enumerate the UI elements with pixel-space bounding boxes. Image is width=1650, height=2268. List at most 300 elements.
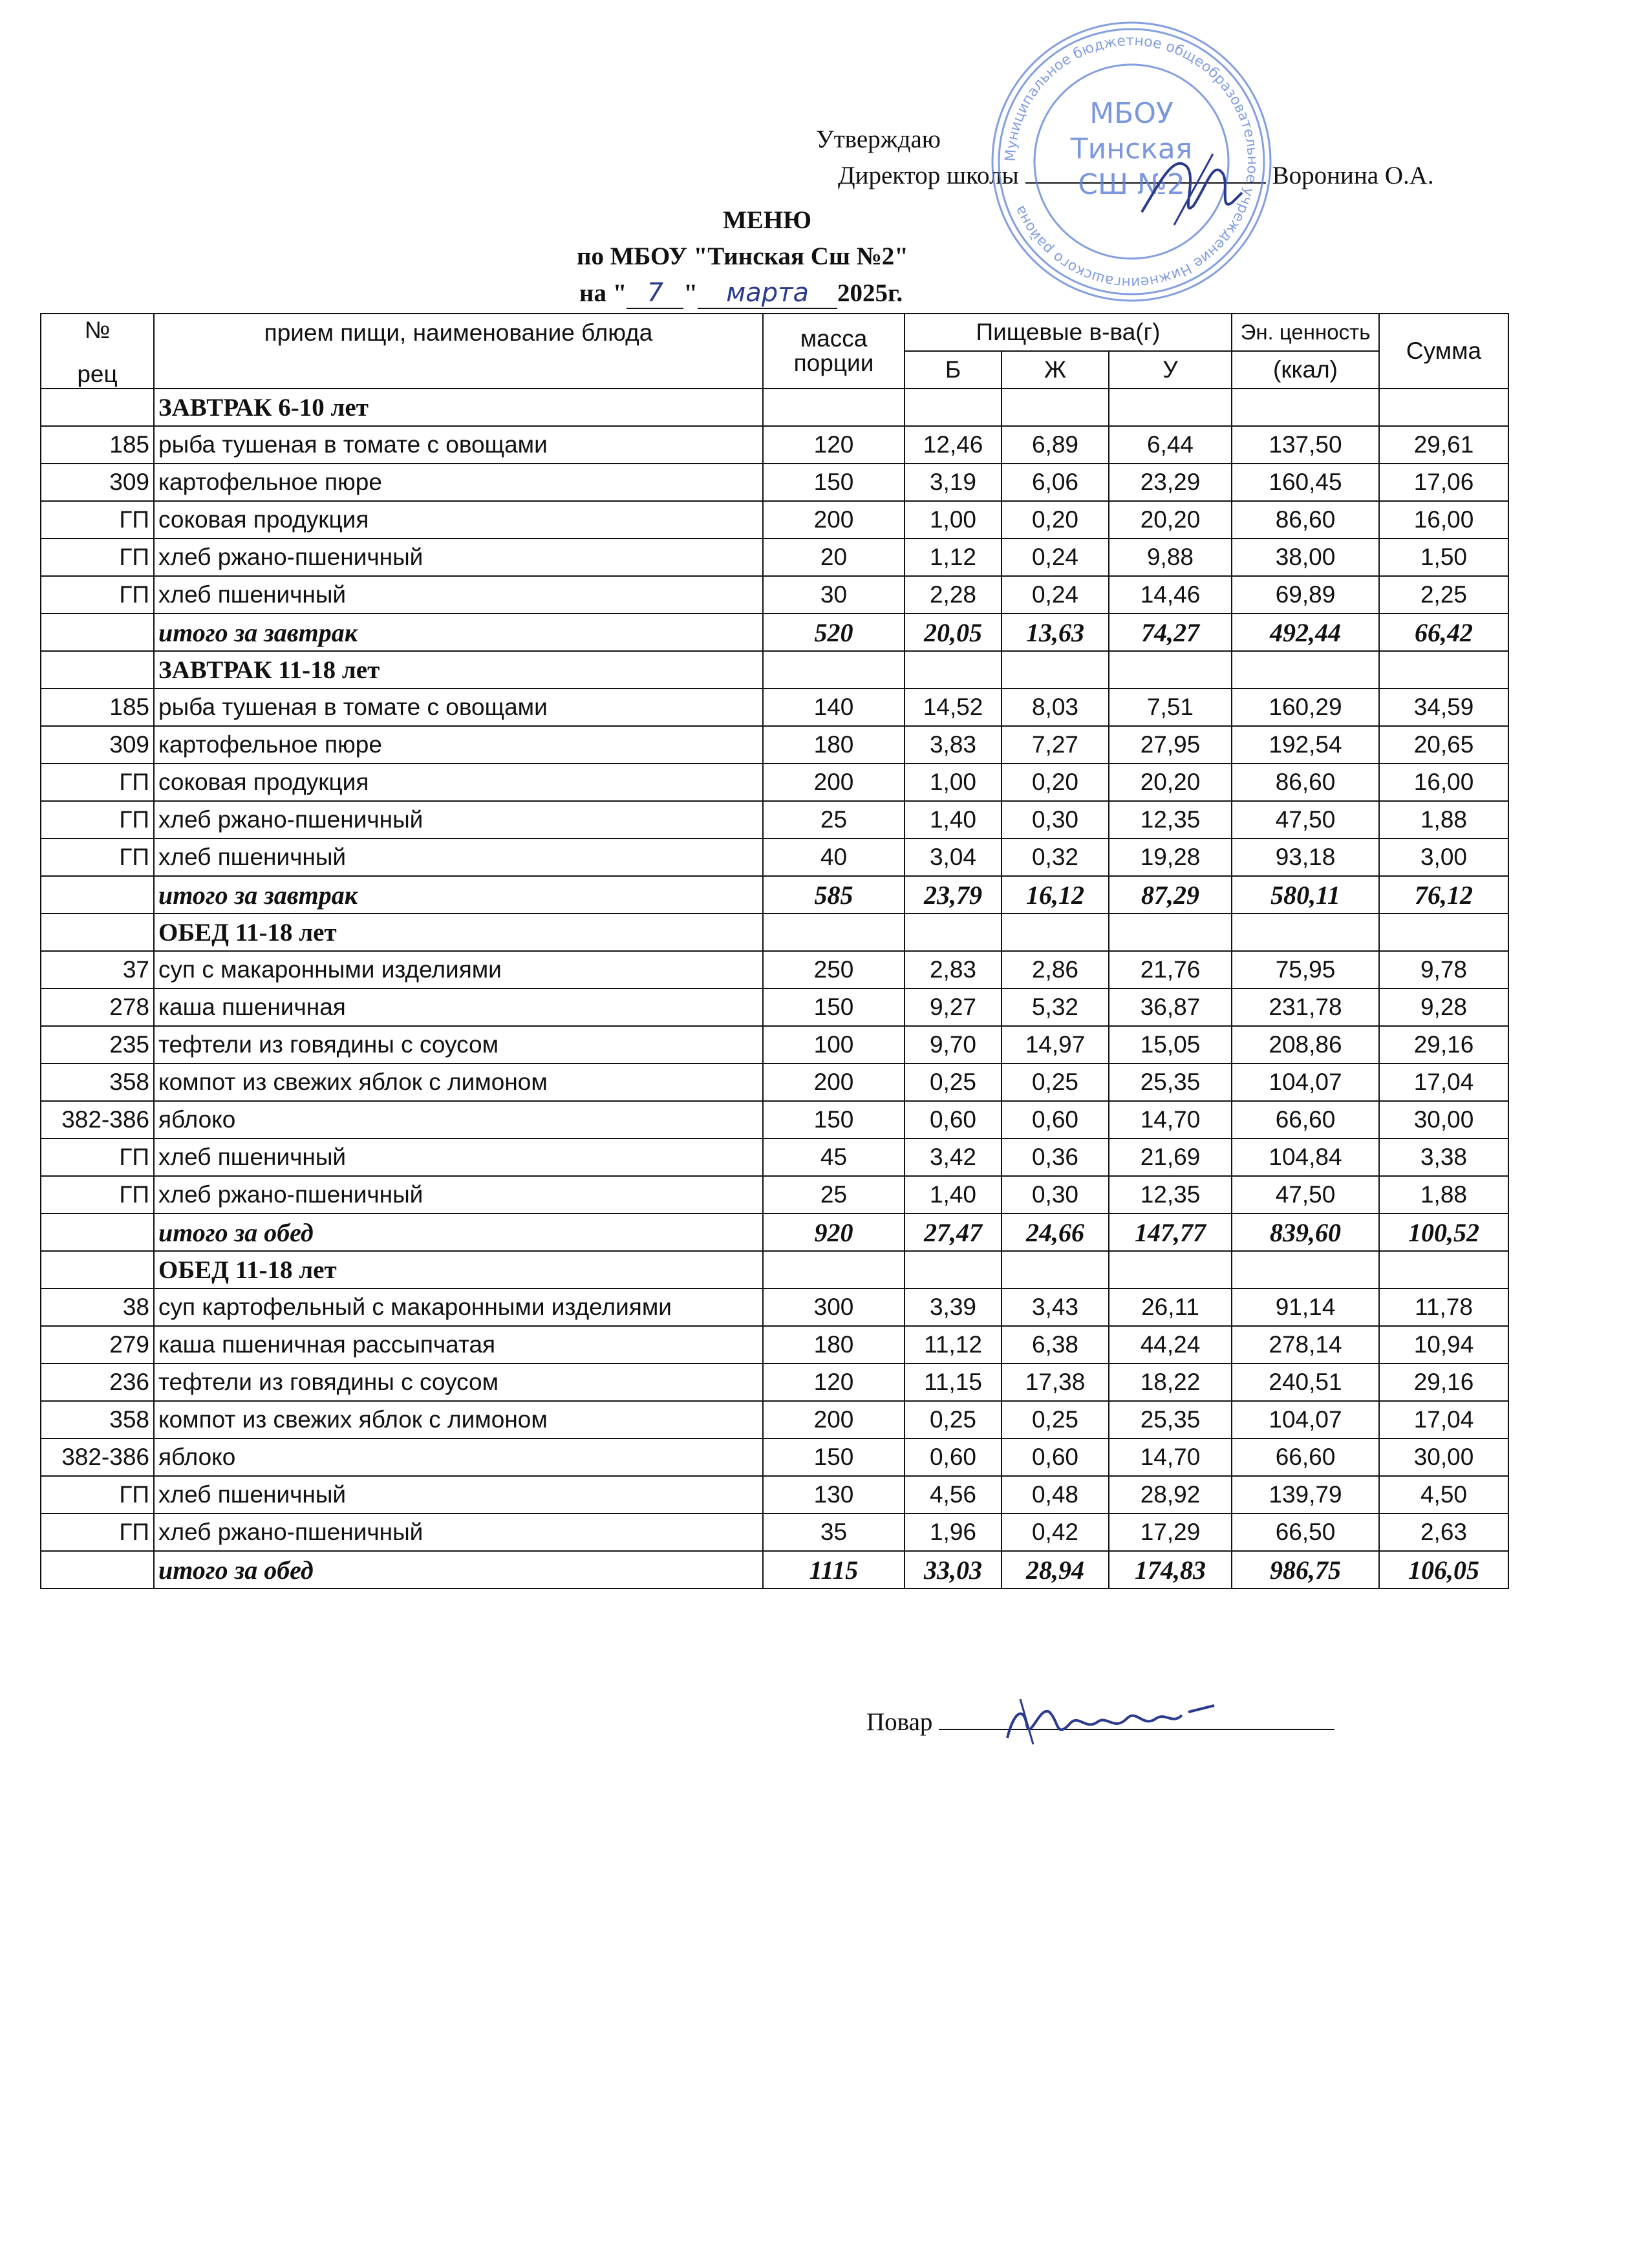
table-row <box>41 1176 1508 1214</box>
date-mid: " <box>683 279 698 307</box>
section-blank-cell <box>763 1251 905 1289</box>
section-blank-cell <box>1379 389 1508 426</box>
dish-name: суп картофельный с макаронными изделиями <box>154 1289 763 1326</box>
protein: 3,04 <box>905 839 1002 876</box>
carbs: 19,28 <box>1109 839 1232 876</box>
total-rec-number <box>41 1551 154 1589</box>
total-row <box>41 1214 1508 1251</box>
price-sum: 29,16 <box>1379 1026 1508 1064</box>
energy-kcal: 104,07 <box>1232 1064 1379 1101</box>
dish-name: хлеб ржано-пшеничный <box>154 1176 763 1214</box>
rec-number: ГП <box>41 1476 154 1514</box>
energy-kcal: 47,50 <box>1232 801 1379 839</box>
dish-name: хлеб ржано-пшеничный <box>154 1514 763 1551</box>
carbs: 12,35 <box>1109 801 1232 839</box>
header-nutrients: Пищевые в-ва(г) <box>905 314 1232 351</box>
energy-kcal: 160,45 <box>1232 464 1379 501</box>
header-sum: Сумма <box>1379 314 1508 389</box>
dish-name: рыба тушеная в томате с овощами <box>154 689 763 726</box>
dish-name: хлеб ржано-пшеничный <box>154 539 763 576</box>
energy-kcal: 231,78 <box>1232 989 1379 1026</box>
total-energy-kcal: 839,60 <box>1232 1214 1379 1251</box>
portion-mass: 30 <box>763 576 905 614</box>
rec-number: ГП <box>41 539 154 576</box>
carbs: 44,24 <box>1109 1326 1232 1364</box>
header-rec <box>41 314 154 389</box>
protein: 0,25 <box>905 1401 1002 1439</box>
header-fat: Ж <box>1002 351 1109 389</box>
fat: 0,36 <box>1002 1139 1109 1176</box>
section-blank-cell <box>41 651 154 689</box>
section-blank-cell <box>41 389 154 426</box>
header-dish-name: прием пищи, наименование блюда <box>154 314 763 389</box>
protein: 9,27 <box>905 989 1002 1026</box>
date-prefix: на " <box>579 279 627 307</box>
director-label: Директор школы <box>838 162 1019 189</box>
energy-kcal: 93,18 <box>1232 839 1379 876</box>
rec-number: ГП <box>41 501 154 539</box>
table-row <box>41 839 1508 876</box>
price-sum: 1,50 <box>1379 539 1508 576</box>
rec-number: 185 <box>41 426 154 464</box>
fat: 0,60 <box>1002 1101 1109 1139</box>
header-energy-label: Эн. ценность <box>1240 320 1371 344</box>
dish-name: картофельное пюре <box>154 464 763 501</box>
table-row <box>41 1289 1508 1326</box>
energy-kcal: 38,00 <box>1232 539 1379 576</box>
energy-kcal: 208,86 <box>1232 1026 1379 1064</box>
rec-number: 358 <box>41 1401 154 1439</box>
protein: 11,12 <box>905 1326 1002 1364</box>
header-rec-label: № <box>84 317 111 343</box>
total-price-sum: 106,05 <box>1379 1551 1508 1589</box>
rec-number: 382-386 <box>41 1101 154 1139</box>
price-sum: 1,88 <box>1379 1176 1508 1214</box>
section-blank-cell <box>763 651 905 689</box>
fat: 6,89 <box>1002 426 1109 464</box>
dish-name: хлеб пшеничный <box>154 839 763 876</box>
fat: 2,86 <box>1002 951 1109 989</box>
header-mass-label: масса порции <box>793 325 874 376</box>
table-row <box>41 764 1508 801</box>
table-row <box>41 1476 1508 1514</box>
total-fat: 24,66 <box>1002 1214 1109 1251</box>
section-blank-cell <box>1232 914 1379 951</box>
portion-mass: 35 <box>763 1514 905 1551</box>
energy-kcal: 66,60 <box>1232 1439 1379 1476</box>
section-blank-cell <box>1109 651 1232 689</box>
carbs: 14,70 <box>1109 1439 1232 1476</box>
date-month: марта <box>698 278 837 309</box>
carbs: 17,29 <box>1109 1514 1232 1551</box>
carbs: 23,29 <box>1109 464 1232 501</box>
price-sum: 2,25 <box>1379 576 1508 614</box>
rec-number: ГП <box>41 764 154 801</box>
menu-subtitle: по МБОУ "Тинская Сш №2" <box>577 242 908 270</box>
fat: 14,97 <box>1002 1026 1109 1064</box>
section-blank-cell <box>1109 1251 1232 1289</box>
portion-mass: 180 <box>763 1326 905 1364</box>
total-carbs: 74,27 <box>1109 614 1232 651</box>
section-row <box>41 1251 1508 1289</box>
total-rec-number <box>41 1214 154 1251</box>
total-protein: 33,03 <box>905 1551 1002 1589</box>
section-blank-cell <box>1232 389 1379 426</box>
section-blank-cell <box>1002 1251 1109 1289</box>
table-row <box>41 951 1508 989</box>
carbs: 21,76 <box>1109 951 1232 989</box>
section-blank-cell <box>1109 914 1232 951</box>
energy-kcal: 139,79 <box>1232 1476 1379 1514</box>
table-row <box>41 689 1508 726</box>
dish-name: каша пшеничная <box>154 989 763 1026</box>
total-price-sum: 100,52 <box>1379 1214 1508 1251</box>
total-dish-name: итого за обед <box>154 1551 763 1589</box>
section-title: ЗАВТРАК 11-18 лет <box>154 651 763 689</box>
rec-number: ГП <box>41 576 154 614</box>
energy-kcal: 104,84 <box>1232 1139 1379 1176</box>
fat: 17,38 <box>1002 1364 1109 1401</box>
table-row <box>41 1401 1508 1439</box>
section-blank-cell <box>763 389 905 426</box>
header-mass <box>763 314 905 389</box>
date-year: 2025г. <box>837 279 903 307</box>
carbs: 15,05 <box>1109 1026 1232 1064</box>
total-dish-name: итого за завтрак <box>154 876 763 914</box>
total-row <box>41 614 1508 651</box>
section-blank-cell <box>1379 1251 1508 1289</box>
carbs: 14,70 <box>1109 1101 1232 1139</box>
section-blank-cell <box>905 914 1002 951</box>
carbs: 7,51 <box>1109 689 1232 726</box>
section-blank-cell <box>905 651 1002 689</box>
price-sum: 29,16 <box>1379 1364 1508 1401</box>
table-row <box>41 1064 1508 1101</box>
total-fat: 16,12 <box>1002 876 1109 914</box>
total-dish-name: итого за завтрак <box>154 614 763 651</box>
rec-number: ГП <box>41 1176 154 1214</box>
total-protein: 20,05 <box>905 614 1002 651</box>
director-signature-icon <box>1135 141 1245 231</box>
price-sum: 16,00 <box>1379 764 1508 801</box>
section-blank-cell <box>1002 389 1109 426</box>
energy-kcal: 91,14 <box>1232 1289 1379 1326</box>
date-day: 7 <box>627 278 683 309</box>
dish-name: тефтели из говядины с соусом <box>154 1026 763 1064</box>
total-portion-mass: 920 <box>763 1214 905 1251</box>
price-sum: 17,04 <box>1379 1401 1508 1439</box>
protein: 0,25 <box>905 1064 1002 1101</box>
fat: 0,24 <box>1002 539 1109 576</box>
price-sum: 17,04 <box>1379 1064 1508 1101</box>
section-row <box>41 914 1508 951</box>
energy-kcal: 278,14 <box>1232 1326 1379 1364</box>
portion-mass: 200 <box>763 1401 905 1439</box>
portion-mass: 40 <box>763 839 905 876</box>
carbs: 25,35 <box>1109 1401 1232 1439</box>
table-row <box>41 1326 1508 1364</box>
portion-mass: 150 <box>763 1101 905 1139</box>
portion-mass: 45 <box>763 1139 905 1176</box>
price-sum: 10,94 <box>1379 1326 1508 1364</box>
energy-kcal: 86,60 <box>1232 764 1379 801</box>
fat: 0,30 <box>1002 1176 1109 1214</box>
table-row <box>41 464 1508 501</box>
dish-name: картофельное пюре <box>154 726 763 764</box>
protein: 2,28 <box>905 576 1002 614</box>
total-energy-kcal: 492,44 <box>1232 614 1379 651</box>
header-protein: Б <box>905 351 1002 389</box>
portion-mass: 250 <box>763 951 905 989</box>
approve-label: Утверждаю <box>816 125 941 153</box>
table-row <box>41 501 1508 539</box>
total-portion-mass: 1115 <box>763 1551 905 1589</box>
total-protein: 27,47 <box>905 1214 1002 1251</box>
protein: 11,15 <box>905 1364 1002 1401</box>
carbs: 14,46 <box>1109 576 1232 614</box>
portion-mass: 120 <box>763 1364 905 1401</box>
rec-number: ГП <box>41 801 154 839</box>
carbs: 20,20 <box>1109 501 1232 539</box>
protein: 0,60 <box>905 1101 1002 1139</box>
fat: 0,25 <box>1002 1401 1109 1439</box>
price-sum: 9,28 <box>1379 989 1508 1026</box>
protein: 1,00 <box>905 764 1002 801</box>
rec-number: ГП <box>41 1139 154 1176</box>
section-title: ОБЕД 11-18 лет <box>154 1251 763 1289</box>
fat: 0,25 <box>1002 1064 1109 1101</box>
energy-kcal: 86,60 <box>1232 501 1379 539</box>
fat: 3,43 <box>1002 1289 1109 1326</box>
section-title: ЗАВТРАК 6-10 лет <box>154 389 763 426</box>
rec-number: ГП <box>41 839 154 876</box>
total-carbs: 147,77 <box>1109 1214 1232 1251</box>
fat: 0,32 <box>1002 839 1109 876</box>
fat: 0,20 <box>1002 501 1109 539</box>
portion-mass: 150 <box>763 1439 905 1476</box>
fat: 6,38 <box>1002 1326 1109 1364</box>
section-blank-cell <box>1379 914 1508 951</box>
section-blank-cell <box>905 1251 1002 1289</box>
price-sum: 1,88 <box>1379 801 1508 839</box>
section-blank-cell <box>1232 651 1379 689</box>
portion-mass: 200 <box>763 1064 905 1101</box>
portion-mass: 120 <box>763 426 905 464</box>
header-carbs: У <box>1109 351 1232 389</box>
energy-kcal: 160,29 <box>1232 689 1379 726</box>
portion-mass: 300 <box>763 1289 905 1326</box>
price-sum: 16,00 <box>1379 501 1508 539</box>
stamp-line: Тинская <box>1070 133 1193 166</box>
fat: 0,30 <box>1002 801 1109 839</box>
header-rec2-label: рец <box>77 361 118 387</box>
protein: 3,19 <box>905 464 1002 501</box>
carbs: 26,11 <box>1109 1289 1232 1326</box>
portion-mass: 25 <box>763 1176 905 1214</box>
menu-table <box>40 313 1509 1589</box>
protein: 2,83 <box>905 951 1002 989</box>
section-blank-cell <box>1002 651 1109 689</box>
energy-kcal: 66,50 <box>1232 1514 1379 1551</box>
portion-mass: 150 <box>763 464 905 501</box>
carbs: 36,87 <box>1109 989 1232 1026</box>
dish-name: яблоко <box>154 1439 763 1476</box>
energy-kcal: 66,60 <box>1232 1101 1379 1139</box>
protein: 1,40 <box>905 801 1002 839</box>
price-sum: 4,50 <box>1379 1476 1508 1514</box>
section-blank-cell <box>1109 389 1232 426</box>
portion-mass: 150 <box>763 989 905 1026</box>
fat: 0,20 <box>1002 764 1109 801</box>
table-row <box>41 576 1508 614</box>
total-carbs: 87,29 <box>1109 876 1232 914</box>
table-row <box>41 726 1508 764</box>
dish-name: хлеб пшеничный <box>154 1139 763 1176</box>
rec-number: 185 <box>41 689 154 726</box>
carbs: 21,69 <box>1109 1139 1232 1176</box>
energy-kcal: 137,50 <box>1232 426 1379 464</box>
dish-name: тефтели из говядины с соусом <box>154 1364 763 1401</box>
carbs: 6,44 <box>1109 426 1232 464</box>
dish-name: каша пшеничная рассыпчатая <box>154 1326 763 1364</box>
rec-number: 309 <box>41 726 154 764</box>
dish-name: рыба тушеная в томате с овощами <box>154 426 763 464</box>
table-row <box>41 1101 1508 1139</box>
carbs: 25,35 <box>1109 1064 1232 1101</box>
total-carbs: 174,83 <box>1109 1551 1232 1589</box>
stamp-line: СШ №2 <box>1078 168 1185 201</box>
section-title: ОБЕД 11-18 лет <box>154 914 763 951</box>
fat: 5,32 <box>1002 989 1109 1026</box>
section-blank-cell <box>763 914 905 951</box>
portion-mass: 200 <box>763 764 905 801</box>
section-blank-cell <box>41 914 154 951</box>
section-blank-cell <box>1379 651 1508 689</box>
price-sum: 34,59 <box>1379 689 1508 726</box>
table-row <box>41 1364 1508 1401</box>
total-row <box>41 876 1508 914</box>
fat: 7,27 <box>1002 726 1109 764</box>
portion-mass: 130 <box>763 1476 905 1514</box>
protein: 4,56 <box>905 1476 1002 1514</box>
total-energy-kcal: 580,11 <box>1232 876 1379 914</box>
total-price-sum: 66,42 <box>1379 614 1508 651</box>
total-energy-kcal: 986,75 <box>1232 1551 1379 1589</box>
protein: 1,00 <box>905 501 1002 539</box>
dish-name: соковая продукция <box>154 501 763 539</box>
total-rec-number <box>41 614 154 651</box>
total-fat: 13,63 <box>1002 614 1109 651</box>
table-row <box>41 426 1508 464</box>
dish-name: хлеб пшеничный <box>154 576 763 614</box>
total-dish-name: итого за обед <box>154 1214 763 1251</box>
portion-mass: 200 <box>763 501 905 539</box>
dish-name: компот из свежих яблок с лимоном <box>154 1064 763 1101</box>
rec-number: 278 <box>41 989 154 1026</box>
fat: 0,24 <box>1002 576 1109 614</box>
protein: 0,60 <box>905 1439 1002 1476</box>
protein: 1,96 <box>905 1514 1002 1551</box>
carbs: 9,88 <box>1109 539 1232 576</box>
section-row <box>41 651 1508 689</box>
menu-table-body <box>41 389 1508 1589</box>
table-row <box>41 989 1508 1026</box>
header-energy <box>1232 314 1379 351</box>
portion-mass: 100 <box>763 1026 905 1064</box>
table-row <box>41 539 1508 576</box>
header-kcal: (ккал) <box>1232 351 1379 389</box>
price-sum: 30,00 <box>1379 1439 1508 1476</box>
energy-kcal: 192,54 <box>1232 726 1379 764</box>
protein: 9,70 <box>905 1026 1002 1064</box>
total-portion-mass: 585 <box>763 876 905 914</box>
total-rec-number <box>41 876 154 914</box>
price-sum: 20,65 <box>1379 726 1508 764</box>
protein: 12,46 <box>905 426 1002 464</box>
dish-name: соковая продукция <box>154 764 763 801</box>
portion-mass: 140 <box>763 689 905 726</box>
price-sum: 30,00 <box>1379 1101 1508 1139</box>
price-sum: 3,38 <box>1379 1139 1508 1176</box>
total-portion-mass: 520 <box>763 614 905 651</box>
section-row <box>41 389 1508 426</box>
energy-kcal: 104,07 <box>1232 1401 1379 1439</box>
protein: 1,40 <box>905 1176 1002 1214</box>
price-sum: 11,78 <box>1379 1289 1508 1326</box>
table-row <box>41 1439 1508 1476</box>
section-blank-cell <box>1002 914 1109 951</box>
portion-mass: 25 <box>763 801 905 839</box>
price-sum: 17,06 <box>1379 464 1508 501</box>
rec-number: 279 <box>41 1326 154 1364</box>
rec-number: 235 <box>41 1026 154 1064</box>
fat: 8,03 <box>1002 689 1109 726</box>
rec-number: 382-386 <box>41 1439 154 1476</box>
director-name: Воронина О.А. <box>1272 162 1434 189</box>
energy-kcal: 69,89 <box>1232 576 1379 614</box>
stamp-line: МБОУ <box>1089 97 1173 130</box>
carbs: 18,22 <box>1109 1364 1232 1401</box>
price-sum: 2,63 <box>1379 1514 1508 1551</box>
fat: 6,06 <box>1002 464 1109 501</box>
menu-title: МЕНЮ <box>723 206 812 234</box>
portion-mass: 180 <box>763 726 905 764</box>
energy-kcal: 47,50 <box>1232 1176 1379 1214</box>
dish-name: суп с макаронными изделиями <box>154 951 763 989</box>
rec-number: 38 <box>41 1289 154 1326</box>
carbs: 27,95 <box>1109 726 1232 764</box>
carbs: 28,92 <box>1109 1476 1232 1514</box>
table-row <box>41 1514 1508 1551</box>
price-sum: 29,61 <box>1379 426 1508 464</box>
table-header-row <box>41 314 1508 351</box>
cook-signature-icon <box>994 1693 1227 1751</box>
portion-mass: 20 <box>763 539 905 576</box>
table-row <box>41 1026 1508 1064</box>
total-protein: 23,79 <box>905 876 1002 914</box>
price-sum: 3,00 <box>1379 839 1508 876</box>
section-blank-cell <box>41 1251 154 1289</box>
carbs: 20,20 <box>1109 764 1232 801</box>
rec-number: 37 <box>41 951 154 989</box>
rec-number: 358 <box>41 1064 154 1101</box>
table-row <box>41 1139 1508 1176</box>
total-price-sum: 76,12 <box>1379 876 1508 914</box>
table-row <box>41 801 1508 839</box>
stamp-ring-text: Муниципальное бюджетное общеобразовательное учреждение Нижнеингашского района <box>1002 32 1261 291</box>
rec-number: 236 <box>41 1364 154 1401</box>
fat: 0,48 <box>1002 1476 1109 1514</box>
